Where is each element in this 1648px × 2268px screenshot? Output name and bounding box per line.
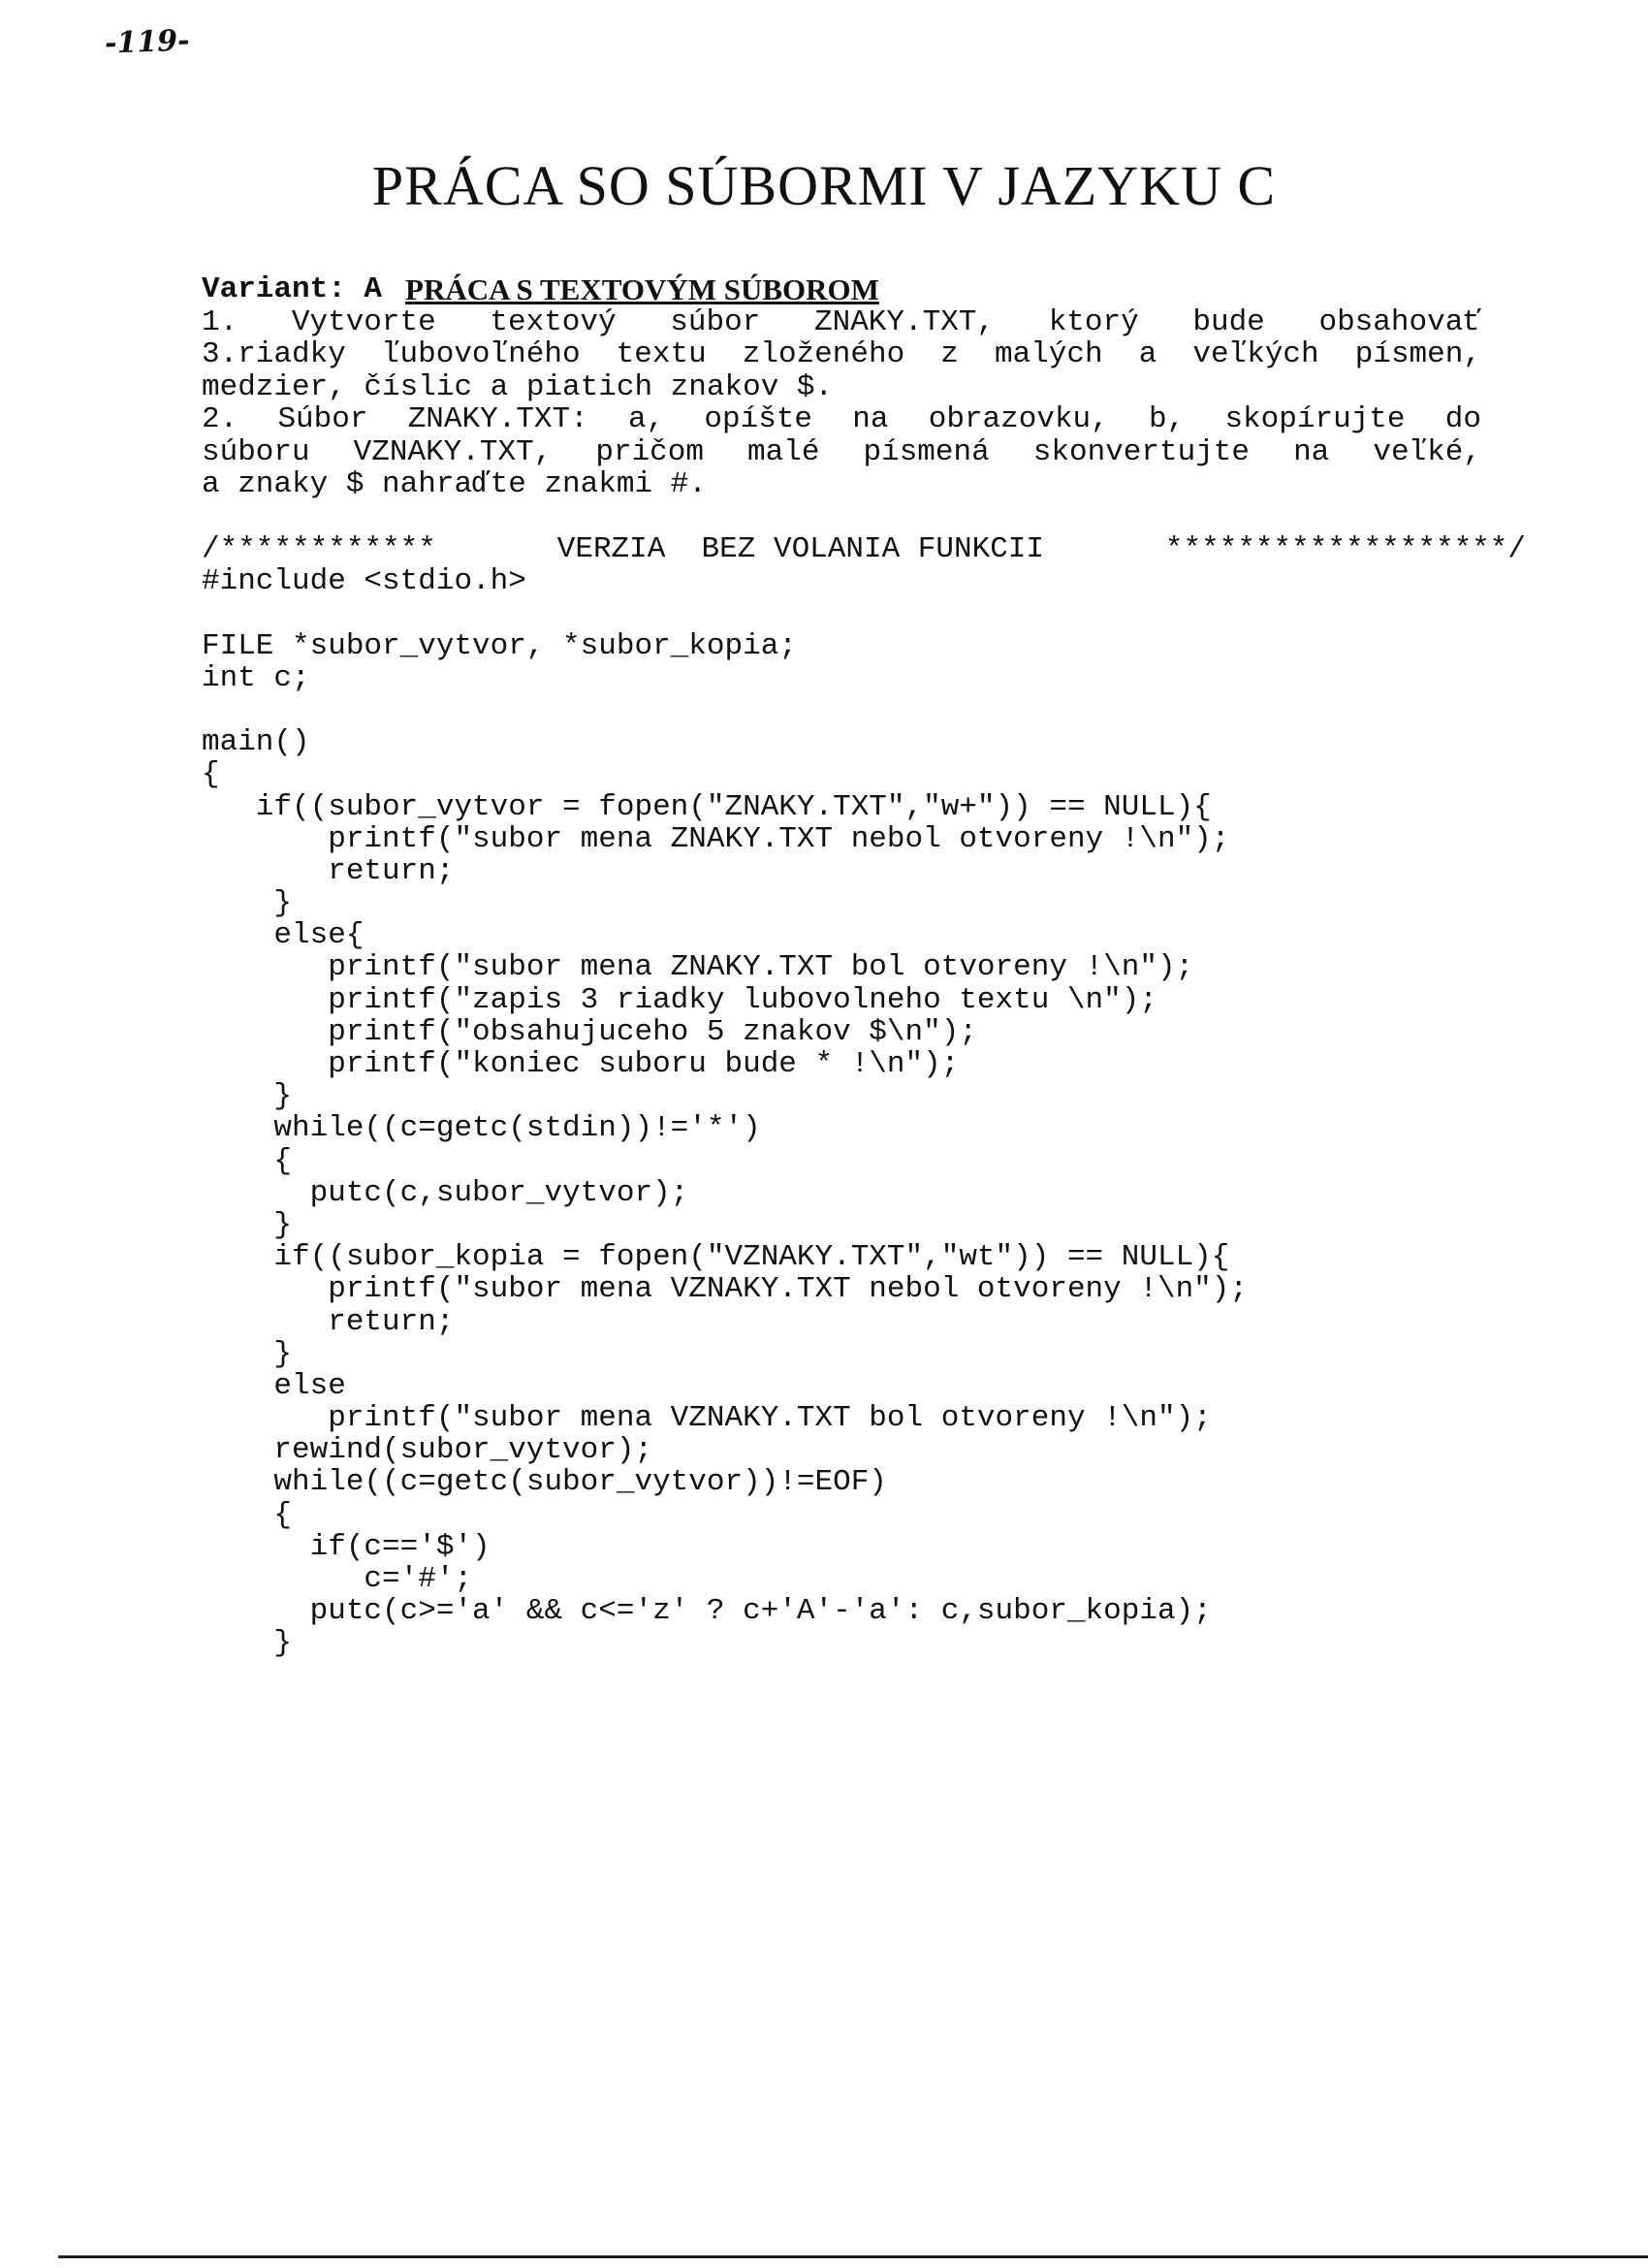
page-number: -119- [104,23,191,61]
comment-center: VERZIA BEZ VOLANIA FUNKCII [556,532,1045,566]
code-line: else{ [202,918,364,953]
code-comment-line [202,533,1526,565]
code-line [202,694,1559,726]
assignment-line: súboru VZNAKY.TXT, pričom malé písmená skonvertujte na veľké, [202,434,1481,469]
assignment-text [202,273,1481,501]
code-line: if((subor_kopia = fopen("VZNAKY.TXT","wt")) == NULL){ [202,1240,1230,1275]
code-line: FILE *subor_vytvor, *subor_kopia; [202,628,797,663]
assignment-line: 3.riadky ľubovoľného textu zloženého z malých a veľkých písmen, [202,337,1481,371]
code-line: } [202,886,293,921]
code-listing [202,533,1559,1660]
code-line: { [202,1497,293,1532]
code-line: } [202,1079,293,1114]
code-line: printf("koniec suboru bude * !\n"); [202,1047,960,1081]
assignment-line: a znaky $ nahraďte znakmi #. [202,467,707,501]
code-line: { [202,1143,293,1178]
code-line: } [202,1207,293,1242]
code-line: else [202,1368,346,1403]
code-line: if(c=='$') [202,1529,491,1564]
code-line: #include <stdio.h> [202,564,526,599]
code-line: while((c=getc(stdin))!='*') [202,1111,761,1146]
code-line [202,597,1559,629]
page-title: PRÁCA SO SÚBORMI V JAZYKU C [371,154,1277,217]
comment-left: /************ [202,532,436,566]
variant-label: Variant: A [202,272,383,306]
code-line: return; [202,853,455,888]
assignment-line: medzier, číslic a piatich znakov $. [202,369,834,404]
code-line: putc(c>='a' && c<='z' ? c+'A'-'a': c,subor_kopia); [202,1594,1212,1629]
code-line: int c; [202,660,310,695]
variant-heading: PRÁCA S TEXTOVÝM SÚBOROM [405,272,879,306]
variant-line [202,273,1481,306]
code-line: printf("zapis 3 riadky lubovolneho textu \n"); [202,982,1157,1017]
code-line: if((subor_vytvor = fopen("ZNAKY.TXT","w+")) == NULL){ [202,789,1212,824]
code-line: } [202,1626,293,1661]
code-line: while((c=getc(subor_vytvor))!=EOF) [202,1465,887,1500]
assignment-lines [202,306,1481,501]
code-line: { [202,757,220,792]
code-line: return; [202,1304,455,1339]
comment-right: *******************/ [1164,532,1526,566]
code-line: putc(c,subor_vytvor); [202,1175,689,1210]
code-lines [202,565,1559,1659]
code-line: main() [202,725,310,760]
assignment-line: 2. Súbor ZNAKY.TXT: a, opíšte na obrazovku, b, skopírujte do [202,402,1481,436]
code-line: printf("subor mena ZNAKY.TXT nebol otvoreny !\n"); [202,821,1230,856]
code-line: c='#'; [202,1562,473,1596]
code-line: printf("obsahujuceho 5 znakov $\n"); [202,1014,977,1049]
bottom-rule [58,2255,1648,2258]
code-line: printf("subor mena VZNAKY.TXT nebol otvoreny !\n"); [202,1272,1248,1307]
assignment-line: 1. Vytvorte textový súbor ZNAKY.TXT, ktorý bude obsahovať [202,304,1481,339]
code-line: } [202,1336,293,1371]
code-line: rewind(subor_vytvor); [202,1433,653,1468]
code-line: printf("subor mena ZNAKY.TXT bol otvoreny !\n"); [202,950,1194,985]
code-line: printf("subor mena VZNAKY.TXT bol otvoreny !\n"); [202,1401,1212,1436]
